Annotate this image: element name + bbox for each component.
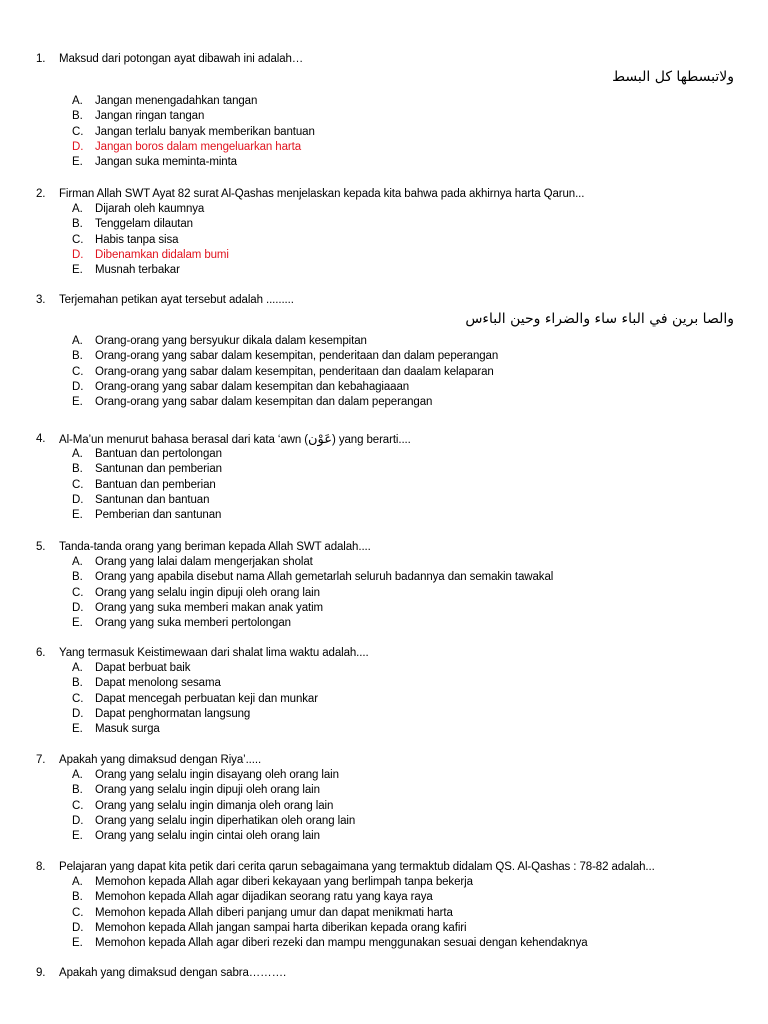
option-text: Orang-orang yang bersyukur dikala dalam kesempitan: [95, 335, 367, 347]
option-text: Orang yang selalu ingin cintai oleh orang lain: [95, 830, 320, 843]
option-d: [0, 601, 768, 616]
option-text: Dapat berbuat baik: [95, 662, 191, 674]
option-d: [0, 921, 768, 936]
option-letter: C.: [72, 125, 84, 138]
option-d-correct-answer: [0, 248, 768, 263]
option-a: [0, 768, 768, 783]
option-a: [0, 447, 768, 462]
option-text: Santunan dan bantuan: [95, 493, 210, 506]
option-letter: B.: [72, 784, 83, 797]
option-letter: E.: [72, 617, 83, 630]
option-letter: C.: [72, 799, 84, 812]
option-c: [0, 125, 768, 140]
option-letter: D.: [72, 921, 84, 934]
option-text: Orang-orang yang sabar dalam kesempitan dan dalam peperangan: [95, 396, 433, 409]
option-b: [0, 349, 768, 364]
question-text: Tanda-tanda orang yang beriman kepada Allah SWT adalah....: [59, 541, 371, 553]
option-letter: A.: [72, 769, 83, 781]
option-text: Orang yang selalu ingin dipuji oleh orang lain: [95, 586, 320, 599]
arabic-word: عَوْن: [307, 432, 333, 447]
option-text: Memohon kepada Allah diberi panjang umur dan dapat menikmati harta: [95, 906, 453, 919]
option-c: [0, 233, 768, 248]
option-c: [0, 906, 768, 921]
option-letter: E.: [72, 723, 83, 736]
option-text: Dapat penghormatan langsung: [95, 707, 251, 720]
option-text: Orang yang suka memberi makan anak yatim: [95, 601, 324, 614]
option-a: [0, 94, 768, 109]
option-c: [0, 586, 768, 601]
option-text: Dibenamkan didalam bumi: [95, 248, 229, 261]
option-text: Jangan terlalu banyak memberikan bantuan: [95, 125, 315, 138]
option-text: Memohon kepada Allah agar dijadikan seorang ratu yang kaya raya: [95, 891, 433, 904]
option-letter: B.: [72, 218, 83, 231]
question-8: [0, 860, 768, 951]
option-e: [0, 263, 768, 278]
option-text: Jangan ringan tangan: [95, 110, 205, 123]
option-letter: B.: [72, 677, 83, 690]
option-text: Dapat menolong sesama: [95, 677, 221, 690]
option-b: [0, 570, 768, 585]
option-a: [0, 202, 768, 217]
question-text: Firman Allah SWT Ayat 82 surat Al-Qashas menjelaskan kepada kita bahwa pada akhirnya harta Qarun...: [59, 188, 585, 200]
option-b: [0, 462, 768, 477]
option-text: Orang yang selalu ingin disayang oleh orang lain: [95, 769, 339, 781]
option-text: Orang yang suka memberi pertolongan: [95, 617, 291, 630]
option-letter: A.: [72, 95, 83, 107]
question-number: 9.: [36, 967, 46, 979]
option-letter: E.: [72, 937, 83, 950]
question-3: [0, 293, 768, 410]
question-number: 8.: [36, 861, 46, 873]
question-line: [0, 540, 768, 555]
option-text: Dijarah oleh kaumnya: [95, 203, 205, 215]
option-letter: B.: [72, 110, 83, 123]
option-letter: A.: [72, 876, 83, 888]
option-text: Bantuan dan pemberian: [95, 478, 216, 491]
question-text: Pelajaran yang dapat kita petik dari cerita qarun sebagaimana yang termaktub didalam QS. Al-Qashas : 78-82 adalah...: [59, 861, 655, 873]
option-letter: E.: [72, 396, 83, 409]
option-letter: D.: [72, 248, 84, 261]
option-text: Memohon kepada Allah jangan sampai harta diberikan kepada orang kafiri: [95, 921, 467, 934]
option-letter: C.: [72, 692, 84, 705]
option-e: [0, 395, 768, 410]
question-2: [0, 187, 768, 278]
option-e: [0, 508, 768, 523]
question-text-part: Al-Ma’un menurut bahasa berasal dari kata ‘awn (: [59, 434, 308, 446]
option-e: [0, 155, 768, 170]
question-9: [0, 966, 768, 981]
option-list: [0, 768, 768, 844]
option-letter: A.: [72, 203, 83, 215]
question-number: 6.: [36, 647, 46, 659]
question-text: Maksud dari potongan ayat dibawah ini adalah…: [59, 53, 304, 65]
option-d: [0, 814, 768, 829]
question-line: [0, 966, 768, 981]
option-list: [0, 447, 768, 523]
question-number: 5.: [36, 541, 46, 553]
question-text: Terjemahan petikan ayat tersebut adalah .........: [59, 294, 294, 306]
option-letter: E.: [72, 830, 83, 843]
question-text: Apakah yang dimaksud dengan Riya’.....: [59, 754, 262, 766]
option-list: [0, 334, 768, 410]
arabic-verse: ولاتبسطها كل البسط: [612, 69, 734, 85]
option-e: [0, 722, 768, 737]
option-a: [0, 875, 768, 890]
option-letter: E.: [72, 156, 83, 169]
option-letter: A.: [72, 556, 83, 568]
option-list: [0, 661, 768, 737]
question-number: 3.: [36, 294, 46, 306]
option-a: [0, 555, 768, 570]
option-text: Orang-orang yang sabar dalam kesempitan dan kebahagiaaan: [95, 380, 410, 393]
question-text: [59, 432, 411, 448]
option-text: Jangan menengadahkan tangan: [95, 95, 258, 107]
option-letter: A.: [72, 335, 83, 347]
option-b: [0, 783, 768, 798]
option-letter: C.: [72, 233, 84, 246]
option-b: [0, 109, 768, 124]
option-a: [0, 334, 768, 349]
question-line: [0, 293, 768, 308]
question-4: [0, 432, 768, 523]
option-letter: D.: [72, 493, 84, 506]
option-text: Masuk surga: [95, 723, 160, 736]
option-text: Orang yang selalu ingin dipuji oleh orang lain: [95, 784, 320, 797]
question-6: [0, 646, 768, 737]
question-line: [0, 860, 768, 875]
option-letter: D.: [72, 380, 84, 393]
option-e: [0, 616, 768, 631]
option-b: [0, 676, 768, 691]
question-line: [0, 187, 768, 202]
option-letter: C.: [72, 478, 84, 491]
option-letter: B.: [72, 571, 83, 584]
question-line: [0, 753, 768, 768]
option-text: Dapat mencegah perbuatan keji dan munkar: [95, 692, 318, 705]
option-letter: D.: [72, 707, 84, 720]
option-e: [0, 829, 768, 844]
option-text: Orang-orang yang sabar dalam kesempitan, penderitaan dan dalam peperangan: [95, 350, 499, 363]
option-letter: E.: [72, 264, 83, 277]
option-text: Bantuan dan pertolongan: [95, 448, 222, 460]
option-c: [0, 692, 768, 707]
question-number: 4.: [36, 433, 46, 445]
option-text: Orang-orang yang sabar dalam kesempitan, penderitaan dan daalam kelaparan: [95, 365, 494, 378]
option-letter: D.: [72, 601, 84, 614]
option-list: [0, 875, 768, 951]
question-number: 7.: [36, 754, 46, 766]
option-letter: A.: [72, 662, 83, 674]
option-letter: C.: [72, 906, 84, 919]
question-line: [0, 52, 768, 67]
option-b: [0, 890, 768, 905]
option-letter: C.: [72, 586, 84, 599]
option-list: [0, 555, 768, 631]
question-text-part: ) yang berarti....: [332, 434, 411, 446]
option-text: Tenggelam dilautan: [95, 218, 193, 231]
option-text: Memohon kepada Allah agar diberi rezeki dan mampu menggunakan sesuai dengan kehendaknya: [95, 937, 588, 950]
option-letter: D.: [72, 814, 84, 827]
option-letter: A.: [72, 448, 83, 460]
option-e: [0, 936, 768, 951]
option-d: [0, 380, 768, 395]
option-c: [0, 478, 768, 493]
option-a: [0, 661, 768, 676]
option-text: Orang yang apabila disebut nama Allah gemetarlah seluruh badannya dan semakin tawakal: [95, 571, 554, 584]
option-text: Memohon kepada Allah agar diberi kekayaan yang berlimpah tanpa bekerja: [95, 876, 473, 888]
option-d: [0, 493, 768, 508]
question-5: [0, 540, 768, 631]
option-d: [0, 707, 768, 722]
question-7: [0, 753, 768, 844]
question-number: 2.: [36, 188, 46, 200]
question-text: Yang termasuk Keistimewaan dari shalat lima waktu adalah....: [59, 647, 369, 659]
option-letter: B.: [72, 350, 83, 363]
option-text: Jangan suka meminta-minta: [95, 156, 237, 169]
option-text: Pemberian dan santunan: [95, 509, 222, 522]
option-d-correct-answer: [0, 140, 768, 155]
question-line: [0, 432, 768, 447]
option-letter: D.: [72, 140, 84, 153]
question-line: [0, 646, 768, 661]
option-letter: B.: [72, 891, 83, 904]
question-number: 1.: [36, 53, 46, 65]
option-c: [0, 365, 768, 380]
option-list: [0, 94, 768, 170]
option-c: [0, 799, 768, 814]
option-letter: B.: [72, 463, 83, 476]
option-text: Musnah terbakar: [95, 264, 180, 277]
option-b: [0, 217, 768, 232]
option-text: Orang yang selalu ingin diperhatikan oleh orang lain: [95, 814, 356, 827]
option-text: Santunan dan pemberian: [95, 463, 222, 476]
option-text: Habis tanpa sisa: [95, 233, 179, 246]
option-letter: E.: [72, 509, 83, 522]
option-list: [0, 202, 768, 278]
question-1: [0, 52, 768, 170]
option-text: Jangan boros dalam mengeluarkan harta: [95, 140, 301, 153]
arabic-verse: والصا برين في الباء ساء والضراء وحين الباءس: [465, 311, 734, 327]
option-text: Orang yang lalai dalam mengerjakan sholat: [95, 556, 313, 568]
option-letter: C.: [72, 365, 84, 378]
option-text: Orang yang selalu ingin dimanja oleh orang lain: [95, 799, 334, 812]
question-text: Apakah yang dimaksud dengan sabra……….: [59, 967, 287, 979]
